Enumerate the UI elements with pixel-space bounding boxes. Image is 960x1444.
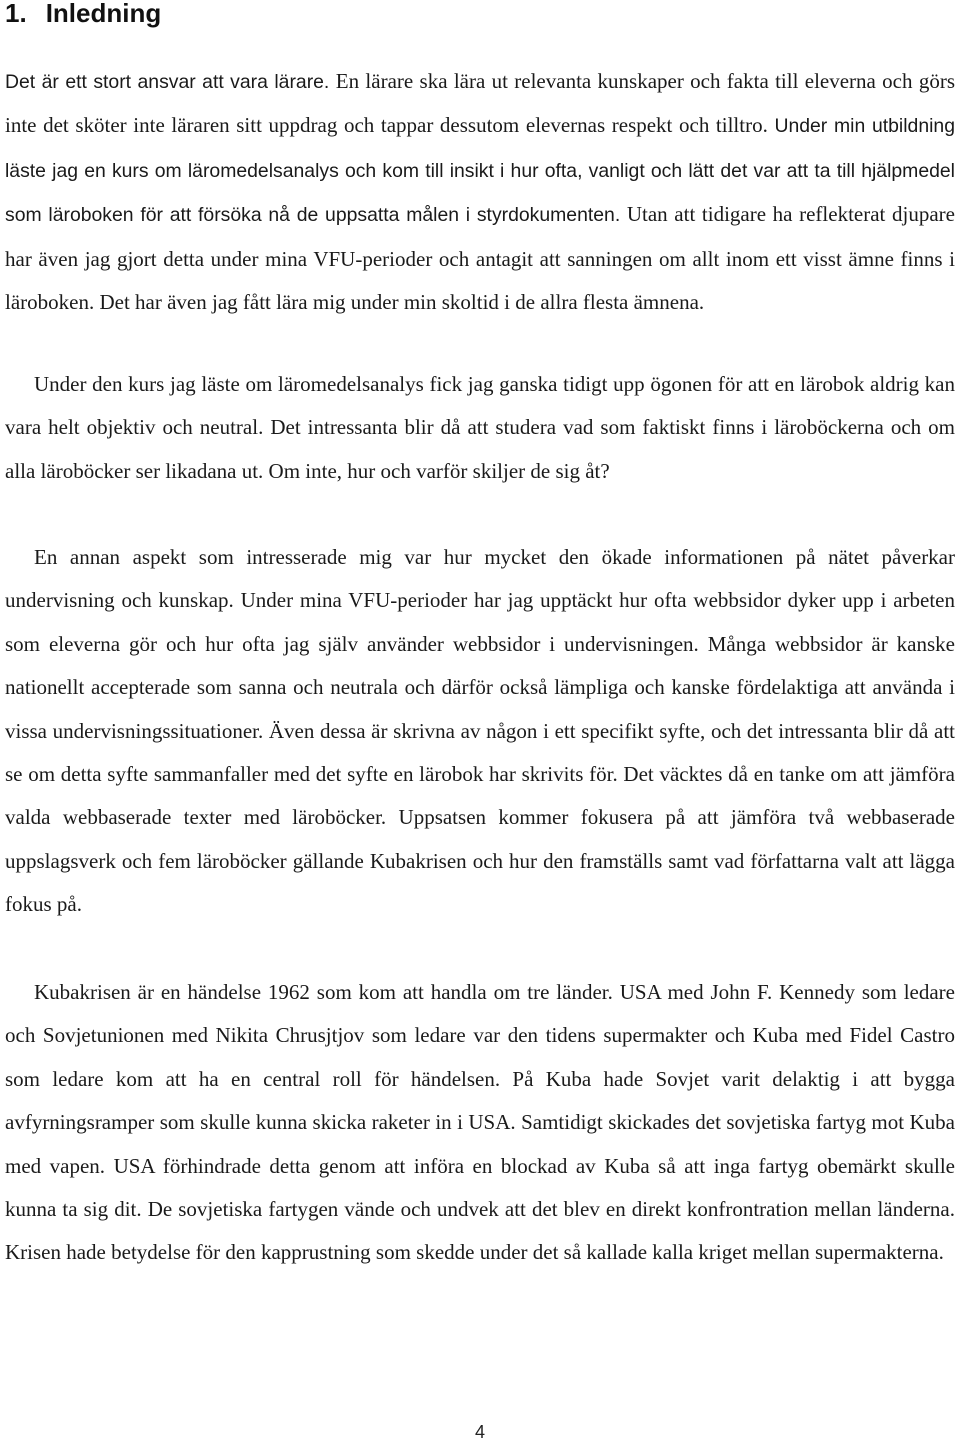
paragraph-1-sentence-3: Under min utbildning läste jag en kurs om läromedelsanalys och kom till insikt i hur ofta, vanligt och lätt det var att ta till hjälpmedel som läroboken för att försöka nå de uppsatta målen i styrdokumenten. — [5, 115, 955, 227]
section-title: Inledning — [45, 0, 162, 28]
paragraph-4-text: Kubakrisen är en händelse 1962 som kom att handla om tre länder. USA med John F. Kennedy som ledare och Sovjetunionen med Nikita Chrusjtjov som ledare var den tidens supermakter och Kuba med Fidel Castro som ledare kom att ha en central roll för händelsen. På Kuba hade Sovjet varit delaktig i att bygga avfyrningsramper som skulle kunna skicka raketer in i USA. Samtidigt skickades det sovjetiska fartyg mot Kuba med vapen. USA förhindrade detta genom att införa en blockad av Kuba så att inga fartyg obemärkt skulle kunna ta sig dit. De sovjetiska fartygen vände och undvek att det blev en direkt konfrontration mellan länderna. Krisen hade betydelse för den kapprustning som skedde under det så kallade kalla kriget mellan supermakterna. — [5, 980, 955, 1265]
paragraph-2-text: Under den kurs jag läste om läromedelsanalys fick jag ganska tidigt upp ögonen för att en lärobok aldrig kan vara helt objektiv och neutral. Det intressanta blir då att studera vad som faktiskt finns i läroböckerna och om alla läroböcker ser likadana ut. Om inte, hur och varför skiljer de sig åt? — [5, 372, 955, 483]
paragraph-1-sentence-1: Det är ett stort ansvar att vara lärare. — [5, 71, 336, 93]
paragraph-1 — [5, 60, 955, 324]
paragraph-3-text: En annan aspekt som intresserade mig var hur mycket den ökade informationen på nätet påverkar undervisning och kunskap. Under mina VFU-perioder har jag upptäckt hur ofta webbsidor dyker upp i arbeten som eleverna gör och hur ofta jag själv använder webbsidor i undervisningen. Många webbsidor är kanske nationellt accepterade som sanna och neutrala och därför också lämpliga och kanske fördelaktiga att använda i vissa undervisningssituationer. Även dessa är skrivna av någon i ett specifikt syfte, och det intressanta blir då att se om detta syfte sammanfaller med det syfte en lärobok har skrivits för. Det väcktes då en tanke om att jämföra valda webbaserade texter med läroböcker. Uppsatsen kommer fokusera på att jämföra två webbaserade uppslagsverk och fem läroböcker gällande Kubakrisen och hur den framställs samt vad författarna valt att lägga fokus på. — [5, 545, 955, 917]
section-number: 1. — [5, 0, 27, 28]
paragraph-3 — [5, 536, 955, 927]
paragraph-4 — [5, 971, 955, 1275]
paragraph-1-sentence-4: Utan att tidigare ha reflekterat djupare har även jag gjort detta under mina VFU-perioder och antagit att sanningen om allt inom ett visst ämne finns i läroboken. Det har även jag fått lära mig under min skoltid i de allra flesta ämnena. — [5, 202, 955, 315]
paragraph-1-sentence-2: En lärare ska lära ut relevanta kunskaper och fakta till eleverna och görs inte det sköter inte läraren sitt uppdrag och tappar dessutom elevernas respekt och tilltro. — [5, 69, 955, 138]
page-number: 4 — [474, 1422, 485, 1442]
section-heading — [5, 0, 161, 31]
paragraph-2 — [5, 363, 955, 493]
